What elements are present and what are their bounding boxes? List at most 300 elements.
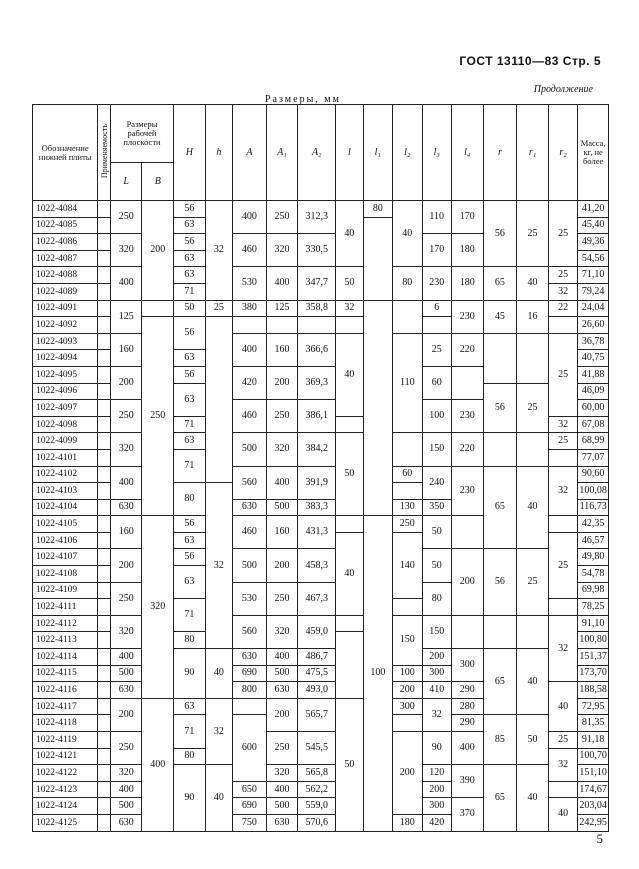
cell-l1: 80 (363, 201, 392, 218)
applicability-cell (98, 798, 111, 815)
cell-l4: 180 (451, 234, 483, 267)
cell-h (205, 317, 232, 483)
applicability-cell (98, 582, 111, 599)
cell-r: 56 (483, 201, 517, 267)
col-r1: r₁ (517, 105, 549, 201)
cell-a: 690 (233, 798, 267, 815)
applicability-cell (98, 532, 111, 549)
mass-cell: 173,70 (578, 665, 609, 682)
applicability-cell (98, 433, 111, 450)
cell-r: 65 (483, 765, 517, 831)
cell-r2 (548, 449, 577, 466)
cell-h: 56 (174, 317, 206, 350)
cell-l: 400 (110, 781, 142, 798)
cell-h: 63 (174, 698, 206, 715)
cell-l1 (363, 217, 392, 300)
cell-l3: 300 (422, 665, 451, 682)
mass-cell: 68,99 (578, 433, 609, 450)
designation-cell: 1022-4119 (33, 732, 98, 749)
mass-cell: 100,70 (578, 748, 609, 765)
cell-l4 (451, 615, 483, 648)
cell-h: 63 (174, 350, 206, 367)
cell-a2: 467,3 (298, 582, 336, 615)
designation-cell: 1022-4106 (33, 532, 98, 549)
cell-r (483, 615, 517, 648)
cell-a: 650 (233, 781, 267, 798)
cell-a1: 250 (266, 582, 298, 615)
mass-cell: 91,10 (578, 615, 609, 632)
cell-l2: 40 (393, 201, 422, 267)
cell-l: 40 (336, 333, 363, 416)
cell-r2: 40 (548, 798, 577, 831)
cell-l: 500 (110, 798, 142, 815)
table-row (33, 333, 609, 350)
applicability-cell (98, 599, 111, 616)
applicability-cell (98, 765, 111, 782)
cell-l3: 420 (422, 814, 451, 831)
cell-r1: 25 (517, 549, 549, 615)
mass-cell: 116,73 (578, 499, 609, 516)
applicability-cell (98, 383, 111, 400)
col-working-plane: Размеры рабочей плоскости (110, 105, 173, 163)
cell-a2: 358,8 (298, 300, 336, 317)
designation-cell: 1022-4091 (33, 300, 98, 317)
cell-h: 32 (205, 698, 232, 764)
applicability-cell (98, 400, 111, 417)
cell-a: 460 (233, 234, 267, 267)
cell-r1: 40 (517, 649, 549, 715)
cell-a1: 500 (266, 665, 298, 682)
mass-cell: 81,35 (578, 715, 609, 732)
cell-l4 (451, 516, 483, 549)
designation-cell: 1022-4121 (33, 748, 98, 765)
applicability-cell (98, 549, 111, 566)
cell-l: 630 (110, 499, 142, 516)
applicability-cell (98, 466, 111, 483)
designation-cell: 1022-4105 (33, 516, 98, 533)
cell-l: 320 (110, 615, 142, 648)
cell-l3: 300 (422, 798, 451, 815)
cell-h: 56 (174, 201, 206, 218)
col-H: H (174, 105, 206, 201)
cell-h: 56 (174, 234, 206, 251)
cell-l4: 200 (451, 549, 483, 615)
designation-cell: 1022-4093 (33, 333, 98, 350)
designation-cell: 1022-4094 (33, 350, 98, 367)
cell-a1: 125 (266, 300, 298, 317)
cell-r2: 40 (548, 682, 577, 732)
cell-a1 (266, 317, 298, 334)
mass-cell: 100,80 (578, 632, 609, 649)
cell-b: 250 (142, 317, 174, 516)
mass-cell: 40,75 (578, 350, 609, 367)
cell-r (483, 433, 517, 466)
cell-l2: 250 (393, 516, 422, 533)
cell-a2: 493,0 (298, 682, 336, 699)
cell-l2 (393, 483, 422, 500)
mass-cell: 49,36 (578, 234, 609, 251)
cell-r2: 25 (548, 267, 577, 284)
cell-a1: 630 (266, 682, 298, 699)
applicability-cell (98, 814, 111, 831)
cell-l: 200 (110, 366, 142, 399)
cell-l (336, 416, 363, 433)
applicability-cell (98, 715, 111, 732)
mass-cell: 78,25 (578, 599, 609, 616)
cell-l: 50 (336, 433, 363, 516)
cell-l4: 280 (451, 698, 483, 715)
cell-r: 85 (483, 715, 517, 765)
cell-l: 250 (110, 732, 142, 765)
cell-h: 80 (174, 748, 206, 765)
mass-cell: 203,04 (578, 798, 609, 815)
cell-l3: 50 (422, 549, 451, 582)
applicability-cell (98, 649, 111, 666)
cell-l4: 230 (451, 300, 483, 333)
cell-h: 56 (174, 549, 206, 566)
cell-l (336, 615, 363, 632)
cell-a: 460 (233, 400, 267, 433)
designation-cell: 1022-4109 (33, 582, 98, 599)
applicability-cell (98, 333, 111, 350)
page-header: ГОСТ 13110—83 Стр. 5 (459, 54, 601, 68)
cell-l3: 230 (422, 267, 451, 300)
applicability-cell (98, 300, 111, 317)
cell-l: 50 (336, 267, 363, 300)
cell-a1: 250 (266, 400, 298, 433)
mass-cell: 41,20 (578, 201, 609, 218)
table-row (33, 615, 609, 632)
cell-r2: 25 (548, 532, 577, 598)
cell-h: 40 (205, 649, 232, 699)
cell-h: 56 (174, 366, 206, 383)
cell-b: 400 (142, 698, 174, 831)
cell-l: 250 (110, 201, 142, 234)
cell-a2 (298, 317, 336, 334)
cell-h: 63 (174, 566, 206, 599)
cell-l3: 200 (422, 781, 451, 798)
mass-cell: 174,67 (578, 781, 609, 798)
cell-a2: 565,8 (298, 765, 336, 782)
cell-a2: 347,7 (298, 267, 336, 300)
mass-cell: 46,09 (578, 383, 609, 400)
mass-cell: 36,78 (578, 333, 609, 350)
cell-l: 320 (110, 433, 142, 466)
mass-cell: 100,08 (578, 483, 609, 500)
cell-a: 530 (233, 267, 267, 300)
cell-r1: 40 (517, 267, 549, 300)
cell-r1: 40 (517, 765, 549, 831)
mass-cell: 41,88 (578, 366, 609, 383)
cell-r2: 32 (548, 466, 577, 516)
applicability-cell (98, 665, 111, 682)
cell-l4: 390 (451, 765, 483, 798)
cell-r: 65 (483, 267, 517, 300)
col-A1: A₁ (266, 105, 298, 201)
cell-l3: 150 (422, 615, 451, 648)
cell-h: 80 (174, 483, 206, 516)
cell-l: 250 (110, 582, 142, 615)
designation-cell: 1022-4095 (33, 366, 98, 383)
applicability-cell (98, 234, 111, 251)
cell-a1: 250 (266, 201, 298, 234)
cell-l: 40 (336, 201, 363, 267)
applicability-cell (98, 632, 111, 649)
col-h: h (205, 105, 232, 201)
cell-l3: 170 (422, 234, 451, 267)
mass-cell: 45,40 (578, 217, 609, 234)
mass-cell: 54,56 (578, 250, 609, 267)
cell-h: 25 (205, 300, 232, 317)
cell-a2: 391,9 (298, 466, 336, 499)
cell-l2 (393, 433, 422, 466)
cell-l: 40 (336, 532, 363, 615)
table-row (33, 267, 609, 284)
cell-r1 (517, 615, 549, 648)
cell-h: 63 (174, 383, 206, 416)
cell-l (336, 516, 363, 533)
cell-l2: 80 (393, 267, 422, 300)
cell-l4: 180 (451, 267, 483, 300)
designation-cell: 1022-4088 (33, 267, 98, 284)
cell-a2: 559,0 (298, 798, 336, 815)
cell-r: 56 (483, 549, 517, 615)
cell-l4: 370 (451, 798, 483, 831)
applicability-cell (98, 615, 111, 632)
cell-h: 71 (174, 283, 206, 300)
designation-cell: 1022-4125 (33, 814, 98, 831)
cell-h: 71 (174, 599, 206, 632)
col-r: r (483, 105, 517, 201)
cell-a: 630 (233, 499, 267, 516)
designation-cell: 1022-4085 (33, 217, 98, 234)
cell-h: 63 (174, 250, 206, 267)
cell-a2: 369,3 (298, 366, 336, 399)
cell-a2: 459,0 (298, 615, 336, 648)
cell-l3: 240 (422, 466, 451, 499)
designation-cell: 1022-4112 (33, 615, 98, 632)
designation-cell: 1022-4123 (33, 781, 98, 798)
applicability-label: Применяемость (99, 124, 109, 179)
applicability-cell (98, 350, 111, 367)
designation-cell: 1022-4098 (33, 416, 98, 433)
mass-cell: 60,00 (578, 400, 609, 417)
cell-h: 63 (174, 267, 206, 284)
cell-a: 690 (233, 665, 267, 682)
cell-r2: 32 (548, 416, 577, 433)
cell-a1: 320 (266, 234, 298, 267)
cell-l1 (363, 300, 392, 516)
cell-l (336, 317, 363, 334)
cell-l: 200 (110, 549, 142, 582)
cell-a1: 250 (266, 732, 298, 765)
cell-l3: 32 (422, 698, 451, 731)
col-r2: r₂ (548, 105, 577, 201)
applicability-cell (98, 283, 111, 300)
col-l2: l₂ (393, 105, 422, 201)
designation-cell: 1022-4118 (33, 715, 98, 732)
cell-r2 (548, 516, 577, 533)
cell-l2: 200 (393, 682, 422, 699)
cell-l4: 220 (451, 333, 483, 366)
applicability-cell (98, 416, 111, 433)
cell-r1: 25 (517, 383, 549, 433)
cell-l3: 90 (422, 732, 451, 765)
cell-a: 460 (233, 516, 267, 549)
cell-l: 125 (110, 300, 142, 333)
designation-cell: 1022-4113 (33, 632, 98, 649)
cell-r: 65 (483, 466, 517, 549)
cell-a: 500 (233, 549, 267, 582)
col-A2: A₂ (298, 105, 336, 201)
cell-l3: 100 (422, 400, 451, 433)
designation-cell: 1022-4116 (33, 682, 98, 699)
mass-cell: 42,35 (578, 516, 609, 533)
designation-cell: 1022-4084 (33, 201, 98, 218)
cell-l4: 220 (451, 433, 483, 466)
mass-cell: 90,60 (578, 466, 609, 483)
applicability-cell (98, 483, 111, 500)
designation-cell: 1022-4122 (33, 765, 98, 782)
cell-r2: 22 (548, 300, 577, 317)
cell-l2: 150 (393, 615, 422, 665)
cell-l3: 410 (422, 682, 451, 699)
col-l1: l₁ (363, 105, 392, 201)
mass-cell: 91,18 (578, 732, 609, 749)
cell-a: 380 (233, 300, 267, 317)
cell-l: 500 (110, 665, 142, 682)
designation-cell: 1022-4115 (33, 665, 98, 682)
cell-r1: 40 (517, 466, 549, 549)
cell-l2: 110 (393, 333, 422, 433)
cell-r1 (517, 433, 549, 466)
designation-cell: 1022-4117 (33, 698, 98, 715)
cell-l: 630 (110, 682, 142, 699)
cell-l4: 170 (451, 201, 483, 234)
applicability-cell (98, 566, 111, 583)
cell-r2: 25 (548, 433, 577, 450)
cell-h: 63 (174, 532, 206, 549)
cell-a2: 330,5 (298, 234, 336, 267)
mass-cell: 71,10 (578, 267, 609, 284)
cell-h: 71 (174, 449, 206, 482)
cell-a: 630 (233, 649, 267, 666)
cell-r2 (548, 317, 577, 334)
cell-a1: 200 (266, 698, 298, 731)
mass-cell: 72,95 (578, 698, 609, 715)
applicability-cell (98, 201, 111, 218)
applicability-cell (98, 217, 111, 234)
designation-cell: 1022-4108 (33, 566, 98, 583)
dimensions-title: Размеры, мм (265, 94, 341, 105)
mass-cell: 77,07 (578, 449, 609, 466)
cell-a (233, 317, 267, 334)
cell-h: 32 (205, 201, 232, 301)
cell-h: 80 (174, 632, 206, 649)
cell-h: 56 (174, 516, 206, 533)
table-row (33, 300, 609, 317)
cell-l4: 230 (451, 466, 483, 516)
col-l: l (336, 105, 363, 201)
cell-h: 40 (205, 765, 232, 831)
designation-cell: 1022-4087 (33, 250, 98, 267)
designation-cell: 1022-4104 (33, 499, 98, 516)
cell-r2 (548, 781, 577, 798)
cell-a2: 431,3 (298, 516, 336, 549)
applicability-cell (98, 781, 111, 798)
cell-a1: 400 (266, 649, 298, 666)
cell-a1: 320 (266, 765, 298, 782)
cell-r: 45 (483, 300, 517, 333)
cell-a: 500 (233, 433, 267, 466)
cell-r (483, 333, 517, 383)
cell-a: 400 (233, 333, 267, 366)
cell-l2 (393, 300, 422, 333)
designation-cell: 1022-4111 (33, 599, 98, 616)
applicability-cell (98, 732, 111, 749)
designation-cell: 1022-4102 (33, 466, 98, 483)
col-mass: Масса, кг, не более (578, 105, 609, 201)
cell-l4: 290 (451, 715, 483, 732)
designation-cell: 1022-4092 (33, 317, 98, 334)
mass-cell: 46,57 (578, 532, 609, 549)
cell-l2: 60 (393, 466, 422, 483)
cell-a2: 383,3 (298, 499, 336, 516)
col-A: A (233, 105, 267, 201)
cell-r1 (517, 333, 549, 383)
cell-l2: 200 (393, 732, 422, 815)
cell-l2: 140 (393, 532, 422, 598)
table-row (33, 765, 609, 782)
designation-cell: 1022-4099 (33, 433, 98, 450)
cell-a: 530 (233, 582, 267, 615)
cell-a1: 400 (266, 267, 298, 300)
applicability-cell (98, 267, 111, 284)
cell-l: 160 (110, 333, 142, 366)
designation-cell: 1022-4103 (33, 483, 98, 500)
continuation-note: Продолжение (533, 84, 593, 95)
table-row (33, 433, 609, 450)
cell-l: 32 (336, 300, 363, 317)
applicability-cell (98, 250, 111, 267)
cell-r: 56 (483, 383, 517, 433)
cell-a2: 562,2 (298, 781, 336, 798)
cell-a2: 475,5 (298, 665, 336, 682)
mass-cell: 188,58 (578, 682, 609, 699)
cell-r2: 32 (548, 283, 577, 300)
cell-h: 90 (174, 765, 206, 831)
cell-a: 560 (233, 615, 267, 648)
cell-a2: 565,7 (298, 698, 336, 731)
cell-a1: 200 (266, 549, 298, 582)
cell-a1: 630 (266, 814, 298, 831)
applicability-cell (98, 516, 111, 533)
cell-l3: 80 (422, 582, 451, 615)
cell-a1: 500 (266, 798, 298, 815)
cell-a: 400 (233, 201, 267, 234)
cell-l3: 25 (422, 333, 451, 366)
cell-a2: 366,6 (298, 333, 336, 366)
cell-h: 63 (174, 433, 206, 450)
cell-l2: 130 (393, 499, 422, 516)
cell-l4 (451, 366, 483, 399)
cell-a1: 400 (266, 466, 298, 499)
applicability-cell (98, 366, 111, 383)
applicability-cell (98, 499, 111, 516)
cell-a2: 458,3 (298, 549, 336, 582)
mass-cell: 242,95 (578, 814, 609, 831)
cell-b: 320 (142, 516, 174, 699)
